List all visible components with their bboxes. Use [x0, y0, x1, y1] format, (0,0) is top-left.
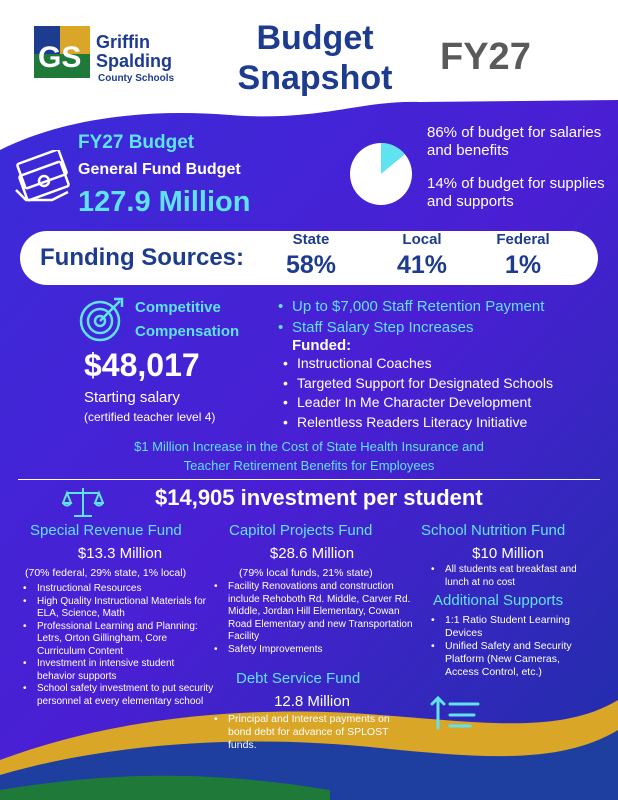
compensation-label	[135, 296, 265, 344]
additional-supports-item: • Unified Safety and Security Platform (New Cameras, Access Control, etc.)	[431, 640, 591, 679]
debt-service-title: Debt Service Fund	[236, 670, 361, 687]
school-nutrition-item: • All students eat breakfast and lunch at no cost	[431, 564, 581, 589]
starting-salary-note: (certified teacher level 4)	[84, 410, 216, 424]
target-icon	[78, 295, 126, 343]
funded-heading: Funded:	[292, 337, 352, 354]
special-revenue-item: • Instructional Resources	[23, 583, 215, 596]
retention-item: • Staff Salary Step Increases	[278, 317, 608, 338]
compensation-label-line1: Competitive	[135, 299, 221, 316]
funded-item: • Leader In Me Character Development	[283, 393, 613, 413]
logo-mark: GS	[38, 41, 82, 74]
debt-service-amount: 12.8 Million	[274, 693, 350, 710]
supplies-share-text: 14% of budget for supplies and supports	[427, 175, 605, 210]
health-note-line1: $1 Million Increase in the Cost of State Health Insurance and	[134, 439, 484, 454]
funding-local	[380, 231, 464, 281]
capital-projects-list	[214, 581, 414, 656]
capital-projects-amount: $28.6 Million	[269, 545, 355, 562]
starting-salary-label: Starting salary	[84, 389, 180, 406]
logo-line1: Griffin	[96, 32, 150, 52]
district-logo	[30, 20, 200, 92]
funding-local-value: 41%	[396, 251, 448, 279]
school-nutrition-amount: $10 Million	[472, 545, 544, 562]
funded-item: • Instructional Coaches	[283, 354, 613, 374]
debt-service-item: • Principal and Interest payments on bond debt for advance of SPLOST funds.	[214, 713, 404, 752]
fiscal-year: FY27	[440, 36, 531, 78]
compensation-label-line2: Compensation	[135, 323, 240, 340]
funding-federal	[481, 231, 565, 281]
retention-item: • Up to $7,000 Staff Retention Payment	[278, 296, 608, 317]
funding-state-value: 58%	[285, 251, 337, 279]
starting-salary-amount: $48,017	[84, 347, 200, 383]
funding-state	[269, 231, 353, 281]
funded-item: • Relentless Readers Literacy Initiative	[283, 413, 613, 433]
special-revenue-amount: $13.3 Million	[77, 545, 163, 562]
capital-projects-item: • Safety Improvements	[214, 644, 414, 657]
funding-sources-title: Funding Sources:	[40, 244, 244, 271]
special-revenue-item: • High Quality Instructional Materials for ELA, Science, Math	[23, 596, 215, 621]
additional-supports-item: • 1:1 Ratio Student Learning Devices	[431, 614, 591, 640]
per-student-investment: $14,905 investment per student	[155, 485, 483, 510]
health-insurance-note	[70, 437, 548, 475]
capital-projects-item: • Facility Renovations and construction include Rehoboth Rd. Middle, Carver Rd. Middle, Jordan Hill Elementary, Cowan Road Elementary and new Transportation Facility	[214, 581, 414, 644]
funding-state-label: State	[292, 231, 330, 248]
section-divider	[18, 479, 600, 480]
special-revenue-item: • Investment in intensive student behavior supports	[23, 658, 215, 683]
additional-supports-list	[431, 614, 591, 679]
school-nutrition-list	[431, 564, 581, 589]
special-revenue-note: (70% federal, 29% state, 1% local)	[25, 567, 187, 579]
up-arrows-icon	[430, 694, 482, 730]
retention-list	[278, 296, 608, 338]
health-note-line2: Teacher Retirement Benefits for Employees	[183, 458, 435, 473]
capital-projects-note: (79% local funds, 21% state)	[239, 567, 373, 579]
funded-list	[283, 354, 613, 432]
logo-line2: Spalding	[96, 51, 172, 71]
pie-chart-icon	[348, 141, 414, 207]
special-revenue-item: • School safety investment to put security personnel at every elementary school	[23, 683, 215, 708]
school-nutrition-title: School Nutrition Fund	[421, 522, 566, 539]
special-revenue-list	[23, 583, 215, 708]
page-title	[215, 18, 415, 98]
additional-supports-title: Additional Supports	[433, 592, 564, 609]
funded-item: • Targeted Support for Designated Schools	[283, 374, 613, 394]
special-revenue-item: • Professional Learning and Planning: Letrs, Orton Gillingham, Core Curriculum Content	[23, 621, 215, 659]
general-fund-label: General Fund Budget	[78, 161, 241, 178]
funding-federal-value: 1%	[504, 251, 542, 279]
title-line1: Budget	[256, 19, 374, 57]
capital-projects-title: Capitol Projects Fund	[229, 522, 373, 539]
debt-service-list	[214, 713, 404, 752]
logo-line3: County Schools	[98, 73, 175, 84]
scale-icon	[62, 485, 104, 519]
title-line2: Snapshot	[237, 59, 393, 97]
general-fund-total: 127.9 Million	[78, 186, 251, 218]
money-icon	[12, 150, 74, 208]
salaries-share-text: 86% of budget for salaries and benefits	[427, 124, 602, 159]
funding-local-label: Local	[402, 231, 442, 248]
special-revenue-title: Special Revenue Fund	[30, 522, 182, 539]
funding-federal-label: Federal	[496, 231, 550, 248]
budget-heading: FY27 Budget	[78, 132, 195, 153]
